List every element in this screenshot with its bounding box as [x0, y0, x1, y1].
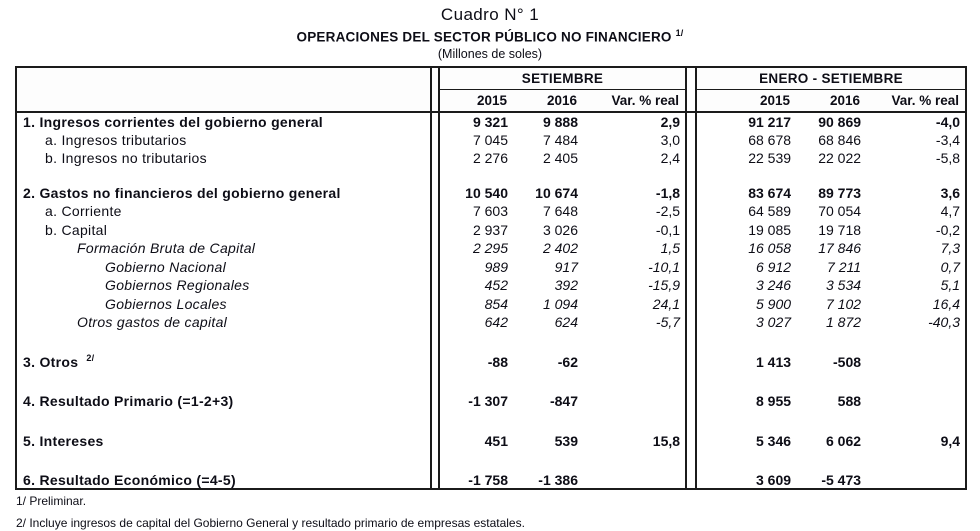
panel-divider [431, 450, 439, 471]
cell-set-2016: -1 386 [538, 471, 578, 488]
cell-set-2016: 7 484 [542, 131, 578, 148]
cell-set-2015: -1 758 [468, 471, 508, 488]
cell-es-var: 16,4 [932, 295, 961, 312]
panel-divider [686, 471, 696, 490]
row-label [16, 450, 431, 471]
cell-set-2016: 7 648 [542, 203, 578, 220]
cell-es-2016: 7 211 [827, 258, 862, 275]
row-label: Otros gastos de capital [77, 314, 228, 331]
row-label [16, 410, 431, 431]
cell-es-2016 [796, 410, 866, 431]
cell-set-2016: 917 [554, 258, 578, 275]
cell-es-var: 3,6 [940, 184, 961, 201]
header-set-var: Var. % real [583, 90, 686, 112]
panel-divider [431, 331, 439, 352]
panel-divider [686, 294, 696, 313]
panel-divider [686, 202, 696, 221]
cell-es-2016 [796, 167, 866, 183]
cell-es-2015: 83 674 [748, 184, 792, 201]
cell-set-var: -10,1 [648, 258, 681, 275]
cell-set-2016: 9 888 [542, 113, 578, 130]
cell-es-var: -0,2 [935, 221, 961, 238]
header-es-2015: 2015 [696, 90, 796, 112]
cell-es-2015: 1 413 [755, 353, 792, 370]
cell-es-var [866, 352, 966, 371]
cell-es-2016: 70 054 [818, 203, 862, 220]
header-set-2015: 2015 [439, 90, 513, 112]
panel-divider [686, 67, 696, 90]
cell-es-var [866, 450, 966, 471]
row-label: Gobiernos Regionales [105, 277, 250, 294]
cell-es-2016: -5 473 [821, 471, 862, 488]
cell-es-var [866, 167, 966, 183]
cell-set-var: 3,0 [660, 131, 681, 148]
footnote-ref-2: 2/ [86, 353, 95, 364]
cell-es-2015: 3 027 [755, 314, 792, 331]
panel-divider [686, 130, 696, 149]
panel-divider [686, 431, 696, 450]
cell-es-var [866, 331, 966, 352]
panel-divider [686, 183, 696, 202]
subtitle-text: OPERACIONES DEL SECTOR PÚBLICO NO FINANCIERO [296, 29, 672, 45]
cell-es-var: -4,0 [935, 113, 961, 130]
cell-es-2016: 7 102 [825, 295, 862, 312]
cell-set-2015: 2 937 [472, 221, 508, 238]
cell-es-2015: 3 609 [755, 471, 792, 488]
cell-es-var: 7,3 [940, 240, 961, 257]
cell-set-var [583, 410, 686, 431]
table-number-title: Cuadro N° 1 [440, 5, 540, 24]
cell-set-var: -1,8 [655, 184, 681, 201]
cell-es-2015: 6 912 [755, 258, 792, 275]
cell-es-var: 0,7 [940, 258, 961, 275]
cell-es-2016: 17 846 [818, 240, 862, 257]
panel-divider [686, 331, 696, 352]
panel-divider [686, 167, 696, 183]
row-label: 5. Intereses [23, 432, 104, 449]
column-group-enero-setiembre: ENERO - SETIEMBRE [696, 67, 966, 90]
cell-set-2016: 624 [554, 314, 578, 331]
cell-set-2015 [439, 450, 513, 471]
table-body [16, 112, 966, 490]
panel-divider [686, 410, 696, 431]
cell-set-var [583, 392, 686, 411]
cell-set-2016 [513, 371, 583, 392]
row-label: 3. Otros $^{2/}$ [23, 353, 95, 371]
cell-es-2016: 1 872 [825, 314, 862, 331]
cell-es-var: -5,8 [935, 150, 961, 167]
cell-es-2015: 64 589 [748, 203, 792, 220]
panel-divider [431, 90, 439, 112]
cell-set-var: 24,1 [652, 295, 681, 312]
panel-divider [686, 352, 696, 371]
cell-set-2016 [513, 331, 583, 352]
cell-set-2015: 854 [484, 295, 508, 312]
cell-es-2016 [796, 450, 866, 471]
cell-set-2016: 539 [554, 432, 578, 449]
row-label: Formación Bruta de Capital [77, 240, 256, 257]
cell-es-2015: 8 955 [755, 393, 792, 410]
panel-divider [431, 410, 439, 431]
cell-set-2016: -62 [557, 353, 578, 370]
panel-divider [686, 450, 696, 471]
cell-set-2016 [513, 450, 583, 471]
cell-es-2015: 91 217 [748, 113, 792, 130]
panel-divider [431, 112, 439, 131]
cell-set-var [583, 331, 686, 352]
cell-es-2016: 3 534 [825, 277, 862, 294]
cell-set-var: -15,9 [648, 277, 681, 294]
cell-es-2015: 22 539 [748, 150, 792, 167]
panel-divider [431, 371, 439, 392]
unit-line: (Millones de soles) [437, 46, 543, 61]
cell-set-2015: 9 321 [472, 113, 508, 130]
cell-set-2016: 392 [554, 277, 578, 294]
row-label: a. Ingresos tributarios [45, 131, 187, 148]
cell-es-var [866, 471, 966, 490]
cell-set-2015: 7 603 [472, 203, 508, 220]
header-label-empty [16, 67, 431, 90]
cell-set-var: -5,7 [655, 314, 681, 331]
cell-set-var: 1,5 [660, 240, 681, 257]
panel-divider [686, 220, 696, 239]
cell-set-2015: 451 [484, 432, 508, 449]
panel-divider [431, 352, 439, 371]
row-label: 2. Gastos no financieros del gobierno general [23, 184, 341, 201]
cell-es-2016: 19 718 [818, 221, 862, 238]
footnote-ref-1: 1/ [675, 27, 684, 38]
panel-divider [431, 202, 439, 221]
cell-set-var: -0,1 [655, 221, 681, 238]
cell-es-2015: 16 058 [748, 240, 792, 257]
cell-set-2015: 2 276 [472, 150, 508, 167]
panel-divider [686, 112, 696, 131]
footnote-2: 2/ Incluye ingresos de capital del Gobierno General y resultado primario de empresas estatales. [16, 516, 525, 531]
cell-es-var: 9,4 [940, 432, 961, 449]
cell-set-2015 [439, 410, 513, 431]
header-label-empty [16, 90, 431, 112]
panel-divider [431, 67, 439, 90]
cell-es-2015: 68 678 [748, 131, 792, 148]
panel-divider [431, 183, 439, 202]
cell-es-2016: 89 773 [818, 184, 862, 201]
cell-set-2016: 2 405 [542, 150, 578, 167]
column-group-setiembre: SETIEMBRE [439, 67, 686, 90]
cell-es-var [866, 371, 966, 392]
cell-es-var [866, 410, 966, 431]
panel-divider [686, 276, 696, 295]
cell-set-2015: -1 307 [468, 393, 508, 410]
cell-set-var: 15,8 [652, 432, 681, 449]
panel-divider [431, 431, 439, 450]
cell-set-2016: 1 094 [542, 295, 578, 312]
cell-set-var: 2,9 [660, 113, 681, 130]
panel-divider [431, 257, 439, 276]
panel-divider [686, 149, 696, 168]
row-label: Gobiernos Locales [105, 295, 227, 312]
panel-divider [431, 239, 439, 258]
panel-divider [686, 392, 696, 411]
cell-set-var [583, 471, 686, 490]
footnote-1: 1/ Preliminar. [16, 494, 87, 509]
cell-set-2015: 7 045 [472, 131, 508, 148]
panel-divider [686, 313, 696, 332]
cell-es-var: -40,3 [928, 314, 961, 331]
cell-set-2016: 3 026 [542, 221, 578, 238]
row-label: 1. Ingresos corrientes del gobierno general [23, 113, 323, 130]
cell-es-2016: 22 022 [818, 150, 862, 167]
row-label: b. Ingresos no tributarios [45, 150, 207, 167]
row-label [16, 331, 431, 352]
cell-es-var: 4,7 [940, 203, 961, 220]
panel-divider [431, 471, 439, 490]
row-label: b. Capital [45, 221, 108, 238]
cell-set-2015: 452 [484, 277, 508, 294]
row-label: a. Corriente [45, 203, 122, 220]
cell-es-2015 [696, 371, 796, 392]
cell-set-var [583, 352, 686, 371]
cell-set-2016 [513, 410, 583, 431]
fiscal-operations-table [15, 66, 967, 491]
cell-set-2015 [439, 331, 513, 352]
cell-set-2016: 10 674 [535, 184, 578, 201]
panel-divider [686, 90, 696, 112]
cell-set-2016: 2 402 [542, 240, 578, 257]
panel-divider [686, 239, 696, 258]
panel-divider [431, 130, 439, 149]
panel-divider [431, 220, 439, 239]
panel-divider [686, 257, 696, 276]
cell-set-var [583, 167, 686, 183]
panel-divider [431, 313, 439, 332]
row-label: Gobierno Nacional [105, 258, 227, 275]
cell-es-2015: 5 346 [755, 432, 792, 449]
cell-set-2015: 642 [484, 314, 508, 331]
cell-es-var: -3,4 [935, 131, 961, 148]
cell-es-var [866, 392, 966, 411]
cell-es-2016: 68 846 [818, 131, 862, 148]
cell-set-2015: 10 540 [465, 184, 508, 201]
row-label [16, 371, 431, 392]
cell-es-2015: 3 246 [755, 277, 792, 294]
title-block [0, 0, 980, 61]
cell-set-2015 [439, 167, 513, 183]
cell-set-2015: 989 [484, 258, 508, 275]
panel-divider [431, 149, 439, 168]
cell-es-2016 [796, 331, 866, 352]
panel-divider [686, 371, 696, 392]
panel-divider [431, 392, 439, 411]
cell-set-var: 2,4 [660, 150, 681, 167]
cell-es-2015: 19 085 [748, 221, 792, 238]
row-label [16, 167, 431, 183]
cell-es-2015 [696, 331, 796, 352]
cell-es-2016: 90 869 [818, 113, 862, 130]
cell-set-2016: -847 [549, 393, 578, 410]
header-set-2016: 2016 [513, 90, 583, 112]
cell-es-2016: 588 [837, 393, 862, 410]
header-es-2016: 2016 [796, 90, 866, 112]
cell-es-2015 [696, 410, 796, 431]
cell-es-2015 [696, 167, 796, 183]
row-label: 6. Resultado Económico (=4-5) [23, 471, 236, 488]
cell-set-2015: 2 295 [472, 240, 508, 257]
header-es-var: Var. % real [866, 90, 966, 112]
cell-es-2015 [696, 450, 796, 471]
cell-es-2016 [796, 371, 866, 392]
cell-es-2016: 6 062 [825, 432, 862, 449]
cell-es-2016: -508 [833, 353, 862, 370]
cell-set-var [583, 450, 686, 471]
cell-es-var: 5,1 [940, 277, 961, 294]
cell-set-var: -2,5 [655, 203, 681, 220]
cell-es-2015: 5 900 [755, 295, 792, 312]
footnotes [16, 494, 980, 531]
row-label: 4. Resultado Primario (=1-2+3) [23, 393, 234, 410]
panel-divider [431, 294, 439, 313]
table-subtitle [0, 28, 980, 45]
cell-set-2016 [513, 167, 583, 183]
cell-set-2015: -88 [487, 353, 508, 370]
cell-set-var [583, 371, 686, 392]
cell-set-2015 [439, 371, 513, 392]
panel-divider [431, 276, 439, 295]
panel-divider [431, 167, 439, 183]
